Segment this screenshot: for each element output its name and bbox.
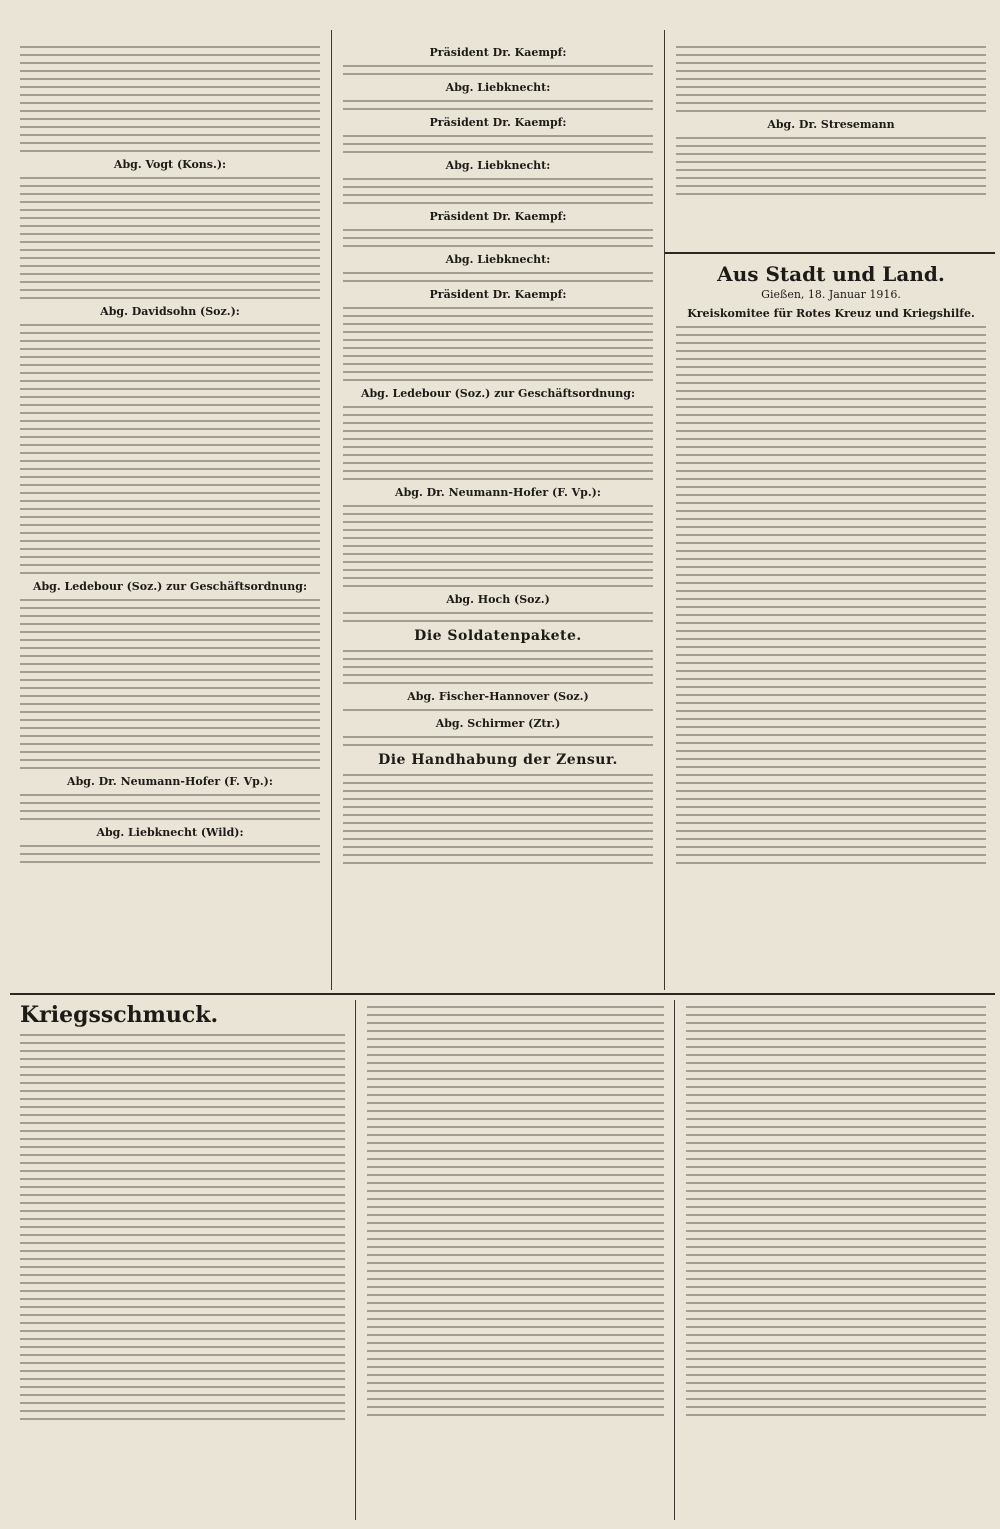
body-text [343, 65, 653, 75]
column-right-stadt [666, 258, 996, 990]
body-text [20, 845, 320, 863]
column-rule [355, 1000, 356, 1520]
body-text [676, 326, 986, 864]
speaker-hoch: Abg. Hoch (Soz.) [446, 593, 550, 606]
dateline: Gießen, 18. Januar 1916. [761, 288, 901, 301]
body-text [20, 46, 320, 152]
body-text [343, 406, 653, 480]
speaker-stresemann: Abg. Dr. Stresemann [767, 118, 895, 131]
speaker-liebknecht: Abg. Liebknecht: [445, 253, 551, 266]
column-middle-upper [333, 40, 663, 990]
body-text [343, 736, 653, 746]
body-text [343, 100, 653, 110]
speaker-davidsohn: Abg. Davidsohn (Soz.): [100, 305, 240, 318]
speaker-liebknecht: Abg. Liebknecht: [445, 81, 551, 94]
article-title: Kriegsschmuck. [20, 1002, 219, 1028]
section-rule [665, 252, 995, 254]
body-text [20, 794, 320, 820]
speaker-neumann-hofer: Abg. Dr. Neumann-Hofer (F. Vp.): [67, 775, 273, 788]
body-text [343, 307, 653, 381]
speaker-kaempf: Präsident Dr. Kaempf: [429, 46, 567, 59]
column-rule [674, 1000, 675, 1520]
speaker-kaempf: Präsident Dr. Kaempf: [429, 210, 567, 223]
body-text [367, 1006, 664, 1416]
body-text [676, 137, 986, 195]
speaker-vogt: Abg. Vogt (Kons.): [113, 158, 227, 171]
body-text [20, 599, 320, 769]
column-right-top [666, 40, 996, 252]
speaker-neumann-hofer: Abg. Dr. Neumann-Hofer (F. Vp.): [395, 486, 601, 499]
column-rule [331, 30, 332, 990]
column-bottom-left [10, 1000, 355, 1520]
body-text [343, 135, 653, 153]
section-title: Aus Stadt und Land. [717, 262, 945, 286]
subheading: Kreiskomitee für Rotes Kreuz und Kriegshilfe. [687, 307, 975, 320]
body-text [343, 650, 653, 684]
body-text [343, 272, 653, 282]
speaker-ledebour: Abg. Ledebour (Soz.) zur Geschäftsordnung: [360, 387, 636, 400]
speaker-ledebour: Abg. Ledebour (Soz.) zur Geschäftsordnung: [32, 580, 308, 593]
speaker-fischer: Abg. Fischer-Hannover (Soz.) [407, 690, 589, 703]
body-text [343, 709, 653, 711]
body-text [343, 178, 653, 204]
body-text [686, 1006, 986, 1416]
column-rule [664, 30, 665, 990]
speaker-kaempf: Präsident Dr. Kaempf: [429, 288, 567, 301]
body-text [20, 1034, 345, 1420]
section-heading: Die Handhabung der Zensur. [378, 752, 618, 768]
speaker-schirmer: Abg. Schirmer (Ztr.) [435, 717, 561, 730]
column-left-upper [10, 40, 330, 990]
section-rule [10, 993, 995, 995]
body-text [343, 774, 653, 864]
section-heading: Die Soldatenpakete. [414, 628, 582, 644]
body-text [343, 505, 653, 587]
body-text [676, 46, 986, 112]
body-text [20, 177, 320, 299]
body-text [343, 612, 653, 622]
speaker-liebknecht: Abg. Liebknecht (Wild): [96, 826, 244, 839]
body-text [20, 324, 320, 574]
column-bottom-right [676, 1000, 996, 1520]
speaker-liebknecht: Abg. Liebknecht: [445, 159, 551, 172]
column-bottom-middle [357, 1000, 674, 1520]
body-text [343, 229, 653, 247]
speaker-kaempf: Präsident Dr. Kaempf: [429, 116, 567, 129]
